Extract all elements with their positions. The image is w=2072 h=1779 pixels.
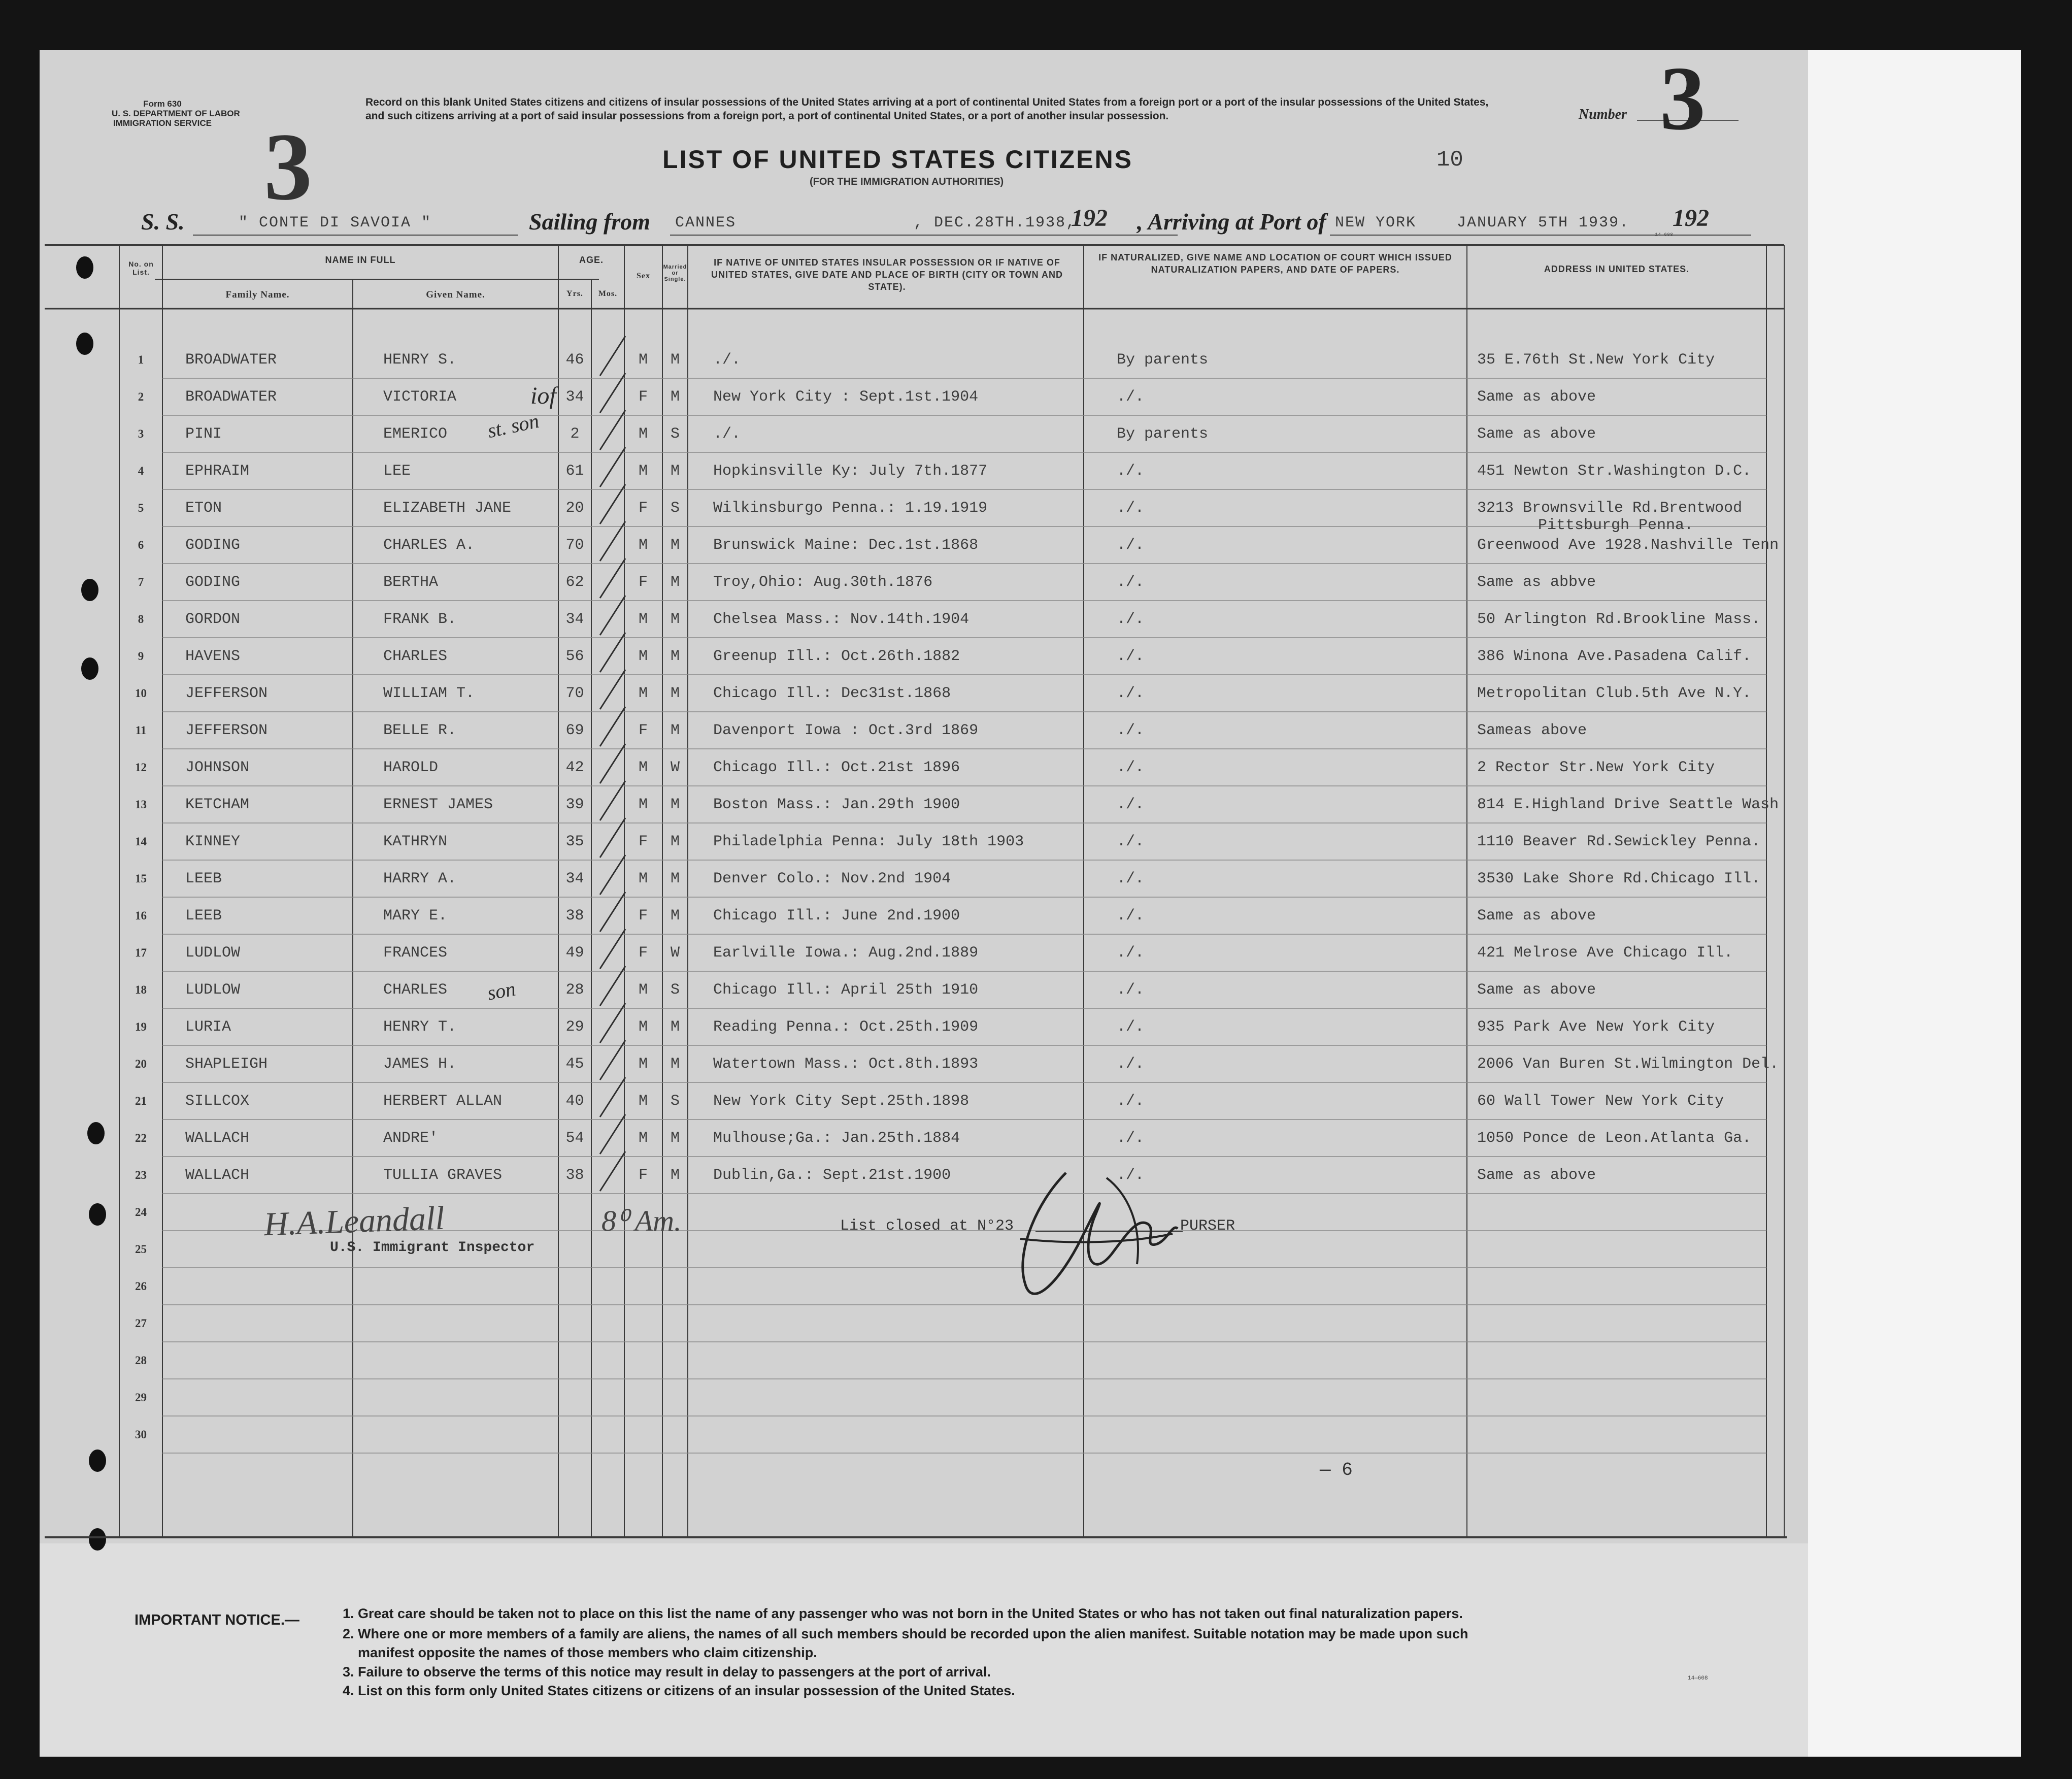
row-number: 2	[138, 390, 144, 403]
address-cell: Same as above	[1477, 907, 1596, 925]
given-name-cell: HAROLD	[383, 759, 439, 776]
family-name-cell: HAVENS	[185, 648, 241, 665]
age-cell: 45	[565, 1056, 584, 1073]
family-name-cell: JEFFERSON	[185, 685, 268, 702]
marital-status-cell: M	[670, 1130, 680, 1147]
row-number: 12	[135, 761, 147, 774]
col-header-married: Married or Single.	[663, 264, 687, 282]
age-cell: 62	[565, 574, 584, 591]
marital-status-cell: S	[670, 981, 680, 999]
row-number: 4	[138, 465, 144, 477]
given-name-cell: JAMES H.	[383, 1056, 457, 1073]
row-number: 10	[135, 687, 147, 700]
inspector-signature: H.A.Leandall	[263, 1199, 445, 1243]
sex-cell: F	[638, 907, 648, 925]
given-name-cell: FRANCES	[383, 944, 448, 962]
birth-cell: Chicago Ill.: April 25th 1910	[713, 981, 979, 999]
check-mark	[600, 521, 625, 561]
sex-cell: F	[638, 500, 648, 517]
sex-cell: M	[638, 351, 648, 369]
sex-cell: M	[638, 1093, 648, 1110]
given-name-cell: KATHRYN	[383, 833, 448, 850]
notice-item: 4. List on this form only United States citizens or citizens of an insular possession of the United States.	[343, 1683, 1015, 1698]
address-cell: 50 Arlington Rd.Brookline Mass.	[1477, 611, 1761, 628]
address-cell: Same as abbve	[1477, 574, 1596, 591]
check-mark	[600, 1040, 625, 1080]
check-mark	[600, 1151, 625, 1191]
page-mark: — 6	[1320, 1460, 1353, 1480]
sex-cell: M	[638, 425, 648, 443]
naturalization-cell: ./.	[1117, 1130, 1145, 1147]
birth-cell: Chicago Ill.: June 2nd.1900	[713, 907, 960, 925]
address-cell: Sameas above	[1477, 722, 1587, 739]
birth-cell: Brunswick Maine: Dec.1st.1868	[713, 537, 979, 554]
row-number: 19	[135, 1020, 147, 1033]
marital-status-cell: M	[670, 796, 680, 813]
row-number: 14	[135, 835, 147, 848]
family-name-cell: ETON	[185, 500, 222, 517]
family-name-cell: SILLCOX	[185, 1093, 250, 1110]
address-cell: 935 Park Ave New York City	[1477, 1018, 1715, 1036]
check-mark	[600, 855, 625, 895]
address-cell: Same as above	[1477, 981, 1596, 999]
col-header-yrs: Yrs.	[566, 289, 583, 298]
check-mark	[600, 818, 625, 858]
family-name-cell: WALLACH	[185, 1130, 250, 1147]
age-cell: 56	[565, 648, 584, 665]
family-name-cell: LEEB	[185, 907, 222, 925]
marital-status-cell: M	[670, 351, 680, 369]
row-number: 30	[135, 1428, 147, 1441]
address-cell: Same as above	[1477, 1167, 1596, 1184]
birth-cell: Watertown Mass.: Oct.8th.1893	[713, 1056, 979, 1073]
marital-status-cell: M	[670, 463, 680, 480]
row-number: 21	[135, 1095, 147, 1107]
birth-cell: New York City Sept.25th.1898	[713, 1093, 970, 1110]
service-name: IMMIGRATION SERVICE	[113, 118, 212, 128]
birth-cell: Reading Penna.: Oct.25th.1909	[713, 1018, 979, 1036]
footer-code: 14—608	[1688, 1675, 1708, 1682]
family-name-cell: JEFFERSON	[185, 722, 268, 739]
check-mark	[600, 929, 625, 969]
age-cell: 49	[565, 944, 584, 962]
sex-cell: M	[638, 685, 648, 702]
row-number: 1	[138, 353, 144, 366]
address-cell: Greenwood Ave 1928.Nashville Tenn	[1477, 537, 1779, 554]
row-number: 3	[138, 427, 144, 440]
sex-cell: F	[638, 1167, 648, 1184]
age-cell: 34	[565, 611, 584, 628]
naturalization-cell: ./.	[1117, 574, 1145, 591]
birth-cell: Chicago Ill.: Oct.21st 1896	[713, 759, 960, 776]
row-number: 27	[135, 1317, 147, 1330]
birth-cell: Earlville Iowa.: Aug.2nd.1889	[713, 944, 979, 962]
marital-status-cell: M	[670, 388, 680, 406]
family-name-cell: SHAPLEIGH	[185, 1056, 268, 1073]
family-name-cell: KETCHAM	[185, 796, 250, 813]
sex-cell: M	[638, 537, 648, 554]
department-name: U. S. DEPARTMENT OF LABOR	[112, 109, 240, 118]
page-title: LIST OF UNITED STATES CITIZENS	[662, 145, 1133, 174]
sheet-number: 10	[1436, 147, 1463, 173]
row-number: 5	[138, 502, 144, 514]
address-cell: 1050 Ponce de Leon.Atlanta Ga.	[1477, 1130, 1752, 1147]
sailing-date: , DEC.28TH.1938,	[914, 214, 1077, 232]
sex-cell: F	[638, 944, 648, 962]
col-header-given: Given Name.	[426, 289, 485, 300]
birth-cell: Boston Mass.: Jan.29th 1900	[713, 796, 960, 813]
address-cell: 3213 Brownsville Rd.Brentwood	[1477, 500, 1743, 517]
age-cell: 20	[565, 500, 584, 517]
age-cell: 40	[565, 1093, 584, 1110]
birth-cell: Philadelphia Penna: July 18th 1903	[713, 833, 1024, 850]
check-mark	[600, 966, 625, 1006]
col-header-no: No. on List.	[128, 260, 154, 276]
address-line2-cell: Pittsburgh Penna.	[1538, 517, 1694, 534]
notice-item: 3. Failure to observe the terms of this notice may result in delay to passengers at the port of arrival.	[343, 1664, 991, 1679]
check-mark	[600, 670, 625, 709]
birth-cell: Troy,Ohio: Aug.30th.1876	[713, 574, 933, 591]
handwritten-note: son	[485, 977, 518, 1005]
birth-cell: Chicago Ill.: Dec31st.1868	[713, 685, 951, 702]
check-mark	[600, 1077, 625, 1117]
given-name-cell: ANDRE'	[383, 1130, 439, 1147]
family-name-cell: LEEB	[185, 870, 222, 887]
sex-cell: M	[638, 611, 648, 628]
given-name-cell: LEE	[383, 463, 411, 480]
family-name-cell: KINNEY	[185, 833, 241, 850]
family-name-cell: WALLACH	[185, 1167, 250, 1184]
list-number: 3	[1660, 48, 1706, 149]
age-cell: 28	[565, 981, 584, 999]
sex-cell: M	[638, 1130, 648, 1147]
row-number: 11	[135, 724, 147, 737]
col-header-birth: IF NATIVE OF UNITED STATES INSULAR POSSESSION OR IF NATIVE OF UNITED STATES, GIVE DATE AND PLACE OF BIRTH (CITY OR TOWN AND STATE).	[711, 257, 1063, 292]
birth-cell: Hopkinsville Ky: July 7th.1877	[713, 463, 988, 480]
sex-cell: M	[638, 981, 648, 999]
address-cell: Metropolitan Club.5th Ave N.Y.	[1477, 685, 1752, 702]
row-number: 13	[135, 798, 147, 811]
marital-status-cell: M	[670, 722, 680, 739]
given-name-cell: TULLIA GRAVES	[383, 1167, 503, 1184]
row-number: 16	[135, 909, 147, 922]
inspector-label: U.S. Immigrant Inspector	[330, 1240, 535, 1256]
family-name-cell: EPHRAIM	[185, 463, 250, 480]
given-name-cell: EMERICO	[383, 425, 448, 443]
family-name-cell: BROADWATER	[185, 351, 277, 369]
form-number: Form 630	[143, 99, 182, 109]
marital-status-cell: M	[670, 1018, 680, 1036]
year-suffix: 192	[1673, 205, 1709, 232]
age-cell: 69	[565, 722, 584, 739]
col-header-address: ADDRESS IN UNITED STATES.	[1544, 264, 1690, 274]
naturalization-cell: ./.	[1117, 463, 1145, 480]
birth-cell: Denver Colo.: Nov.2nd 1904	[713, 870, 951, 887]
naturalization-cell: ./.	[1117, 685, 1145, 702]
purser-signature	[1005, 1158, 1188, 1325]
naturalization-cell: ./.	[1117, 907, 1145, 925]
age-cell: 34	[565, 388, 584, 406]
check-mark	[600, 781, 625, 820]
age-cell: 29	[565, 1018, 584, 1036]
marital-status-cell: M	[670, 685, 680, 702]
naturalization-cell: ./.	[1117, 796, 1145, 813]
given-name-cell: ELIZABETH JANE	[383, 500, 512, 517]
naturalization-cell: ./.	[1117, 388, 1145, 406]
handwritten-note: iof	[530, 382, 556, 409]
birth-cell: Wilkinsburgo Penna.: 1.19.1919	[713, 500, 988, 517]
marital-status-cell: M	[670, 537, 680, 554]
given-name-cell: BELLE R.	[383, 722, 457, 739]
sex-cell: M	[638, 870, 648, 887]
row-number: 18	[135, 983, 147, 996]
col-header-age: AGE.	[579, 255, 604, 265]
given-name-cell: HENRY T.	[383, 1018, 457, 1036]
sailing-label: Sailing from	[529, 209, 651, 235]
marital-status-cell: S	[670, 425, 680, 443]
marital-status-cell: M	[670, 870, 680, 887]
ship-name: " CONTE DI SAVOIA "	[239, 214, 432, 232]
naturalization-cell: ./.	[1117, 944, 1145, 962]
row-number: 29	[135, 1391, 147, 1404]
check-mark	[600, 447, 625, 487]
sex-cell: F	[638, 574, 648, 591]
col-header-sex: Sex	[637, 272, 650, 280]
given-name-cell: ERNEST JAMES	[383, 796, 493, 813]
marital-status-cell: M	[670, 574, 680, 591]
address-cell: Same as above	[1477, 388, 1596, 406]
sex-cell: F	[638, 722, 648, 739]
age-cell: 42	[565, 759, 584, 776]
age-cell: 35	[565, 833, 584, 850]
naturalization-cell: ./.	[1117, 981, 1145, 999]
given-name-cell: MARY E.	[383, 907, 448, 925]
given-name-cell: CHARLES	[383, 981, 448, 999]
age-cell: 54	[565, 1130, 584, 1147]
birth-cell: Dublin,Ga.: Sept.21st.1900	[713, 1167, 951, 1184]
marital-status-cell: W	[670, 944, 680, 962]
age-cell: 70	[565, 685, 584, 702]
marital-status-cell: M	[670, 833, 680, 850]
check-mark	[600, 484, 625, 524]
age-cell: 39	[565, 796, 584, 813]
given-name-cell: VICTORIA	[383, 388, 457, 406]
check-mark	[600, 633, 625, 672]
arriving-label: , Arriving at Port of	[1137, 209, 1326, 235]
age-cell: 34	[565, 870, 584, 887]
given-name-cell: HENRY S.	[383, 351, 457, 369]
given-name-cell: BERTHA	[383, 574, 439, 591]
arrival-date: JANUARY 5TH 1939.	[1457, 214, 1630, 232]
check-mark	[600, 336, 625, 376]
row-number: 23	[135, 1169, 147, 1181]
address-cell: 35 E.76th St.New York City	[1477, 351, 1715, 369]
check-mark	[600, 1114, 625, 1154]
inspector-time: 8⁰ Am.	[601, 1204, 682, 1237]
address-cell: 2 Rector Str.New York City	[1477, 759, 1715, 776]
ship-label: S. S.	[141, 209, 185, 235]
check-mark	[600, 707, 625, 746]
naturalization-cell: ./.	[1117, 833, 1145, 850]
row-number: 8	[138, 613, 144, 625]
sex-cell: M	[638, 759, 648, 776]
number-label: Number	[1579, 107, 1627, 122]
naturalization-cell: ./.	[1117, 1167, 1145, 1184]
address-cell: 421 Melrose Ave Chicago Ill.	[1477, 944, 1733, 962]
col-header-name: NAME IN FULL	[325, 255, 396, 265]
stamp-number: 3	[264, 114, 312, 220]
row-number: 17	[135, 946, 147, 959]
age-cell: 38	[565, 1167, 584, 1184]
naturalization-cell: By parents	[1117, 425, 1209, 443]
family-name-cell: GODING	[185, 537, 241, 554]
check-mark	[600, 410, 625, 450]
check-mark	[600, 373, 625, 413]
given-name-cell: HARRY A.	[383, 870, 457, 887]
given-name-cell: CHARLES A.	[383, 537, 475, 554]
age-cell: 46	[565, 351, 584, 369]
family-name-cell: BROADWATER	[185, 388, 277, 406]
check-mark	[600, 1003, 625, 1043]
family-name-cell: PINI	[185, 425, 222, 443]
family-name-cell: LUDLOW	[185, 944, 241, 962]
address-cell: Same as above	[1477, 425, 1596, 443]
arrival-port: NEW YORK	[1335, 214, 1417, 232]
birth-cell: Davenport Iowa : Oct.3rd 1869	[713, 722, 979, 739]
notice-item: 2. Where one or more members of a family are aliens, the names of all such members should be recorded upon the alien manifest. Suitable notation may be made upon such	[343, 1626, 1468, 1641]
birth-cell: ./.	[713, 425, 741, 443]
notice-heading: IMPORTANT NOTICE.—	[135, 1612, 299, 1628]
row-number: 25	[135, 1243, 147, 1256]
instructions-text: Record on this blank United States citizens and citizens of insular possessions of the United States arriving at a port of continental United States from a foreign port or a port of the insular possessions of the United States, and such citizens arriving at a port of said insular possessions from a foreign port, a port of continental United States, or a port of another insular possession.	[365, 96, 1489, 122]
sailing-port: CANNES	[675, 214, 737, 232]
row-number: 24	[135, 1206, 147, 1218]
given-name-cell: HERBERT ALLAN	[383, 1093, 503, 1110]
birth-cell: Chelsea Mass.: Nov.14th.1904	[713, 611, 970, 628]
page-subtitle: (FOR THE IMMIGRATION AUTHORITIES)	[810, 176, 1004, 187]
row-number: 7	[138, 576, 144, 588]
marital-status-cell: M	[670, 648, 680, 665]
marital-status-cell: M	[670, 1167, 680, 1184]
marital-status-cell: W	[670, 759, 680, 776]
birth-cell: New York City : Sept.1st.1904	[713, 388, 979, 406]
handwritten-note: st. son	[485, 409, 541, 443]
naturalization-cell: ./.	[1117, 1093, 1145, 1110]
naturalization-cell: By parents	[1117, 351, 1209, 369]
row-number: 9	[138, 650, 144, 663]
row-number: 26	[135, 1280, 147, 1293]
sex-cell: M	[638, 648, 648, 665]
marital-status-cell: S	[670, 500, 680, 517]
family-name-cell: JOHNSON	[185, 759, 250, 776]
birth-cell: Greenup Ill.: Oct.26th.1882	[713, 648, 960, 665]
birth-cell: Mulhouse;Ga.: Jan.25th.1884	[713, 1130, 960, 1147]
col-header-family: Family Name.	[225, 289, 290, 300]
col-header-naturalized: IF NATURALIZED, GIVE NAME AND LOCATION OF COURT WHICH ISSUED NATURALIZATION PAPERS, AND DATE OF PAPERS.	[1098, 252, 1452, 275]
age-cell: 70	[565, 537, 584, 554]
naturalization-cell: ./.	[1117, 759, 1145, 776]
row-number: 15	[135, 872, 147, 885]
year-suffix: 192	[1071, 205, 1108, 232]
notice-item: manifest opposite the names of those members who claim citizenship.	[358, 1645, 817, 1660]
family-name-cell: GODING	[185, 574, 241, 591]
sex-cell: M	[638, 796, 648, 813]
age-cell: 38	[565, 907, 584, 925]
age-cell: 2	[570, 425, 580, 443]
naturalization-cell: ./.	[1117, 500, 1145, 517]
purser-label: PURSER	[1180, 1217, 1235, 1235]
address-cell: 60 Wall Tower New York City	[1477, 1093, 1724, 1110]
address-cell: 2006 Van Buren St.Wilmington Del.	[1477, 1056, 1779, 1073]
address-cell: 1110 Beaver Rd.Sewickley Penna.	[1477, 833, 1761, 850]
address-cell: 451 Newton Str.Washington D.C.	[1477, 463, 1752, 480]
print-code: 14—608	[1655, 233, 1674, 238]
naturalization-cell: ./.	[1117, 1056, 1145, 1073]
sex-cell: F	[638, 388, 648, 406]
sex-cell: M	[638, 1056, 648, 1073]
address-cell: 3530 Lake Shore Rd.Chicago Ill.	[1477, 870, 1761, 887]
naturalization-cell: ./.	[1117, 648, 1145, 665]
check-mark	[600, 892, 625, 932]
address-cell: 386 Winona Ave.Pasadena Calif.	[1477, 648, 1752, 665]
naturalization-cell: ./.	[1117, 611, 1145, 628]
marital-status-cell: S	[670, 1093, 680, 1110]
marital-status-cell: M	[670, 907, 680, 925]
check-mark	[600, 596, 625, 635]
naturalization-cell: ./.	[1117, 722, 1145, 739]
row-number: 28	[135, 1354, 147, 1367]
row-number: 20	[135, 1058, 147, 1070]
given-name-cell: WILLIAM T.	[383, 685, 475, 702]
sex-cell: M	[638, 463, 648, 480]
row-number: 22	[135, 1132, 147, 1144]
naturalization-cell: ./.	[1117, 1018, 1145, 1036]
address-cell: 814 E.Highland Drive Seattle Wash	[1477, 796, 1779, 813]
list-closed-note: List closed at N°23	[840, 1217, 1014, 1235]
family-name-cell: LURIA	[185, 1018, 231, 1036]
sex-cell: F	[638, 833, 648, 850]
col-header-mos: Mos.	[598, 289, 618, 298]
family-name-cell: GORDON	[185, 611, 241, 628]
marital-status-cell: M	[670, 1056, 680, 1073]
marital-status-cell: M	[670, 611, 680, 628]
naturalization-cell: ./.	[1117, 537, 1145, 554]
birth-cell: ./.	[713, 351, 741, 369]
given-name-cell: FRANK B.	[383, 611, 457, 628]
given-name-cell: CHARLES	[383, 648, 448, 665]
check-mark	[600, 744, 625, 783]
family-name-cell: LUDLOW	[185, 981, 241, 999]
notice-item: 1. Great care should be taken not to place on this list the name of any passenger who was not born in the United States or who has not taken out final naturalization papers.	[343, 1606, 1463, 1621]
naturalization-cell: ./.	[1117, 870, 1145, 887]
check-mark	[600, 558, 625, 598]
sex-cell: M	[638, 1018, 648, 1036]
row-number: 6	[138, 539, 144, 551]
age-cell: 61	[565, 463, 584, 480]
